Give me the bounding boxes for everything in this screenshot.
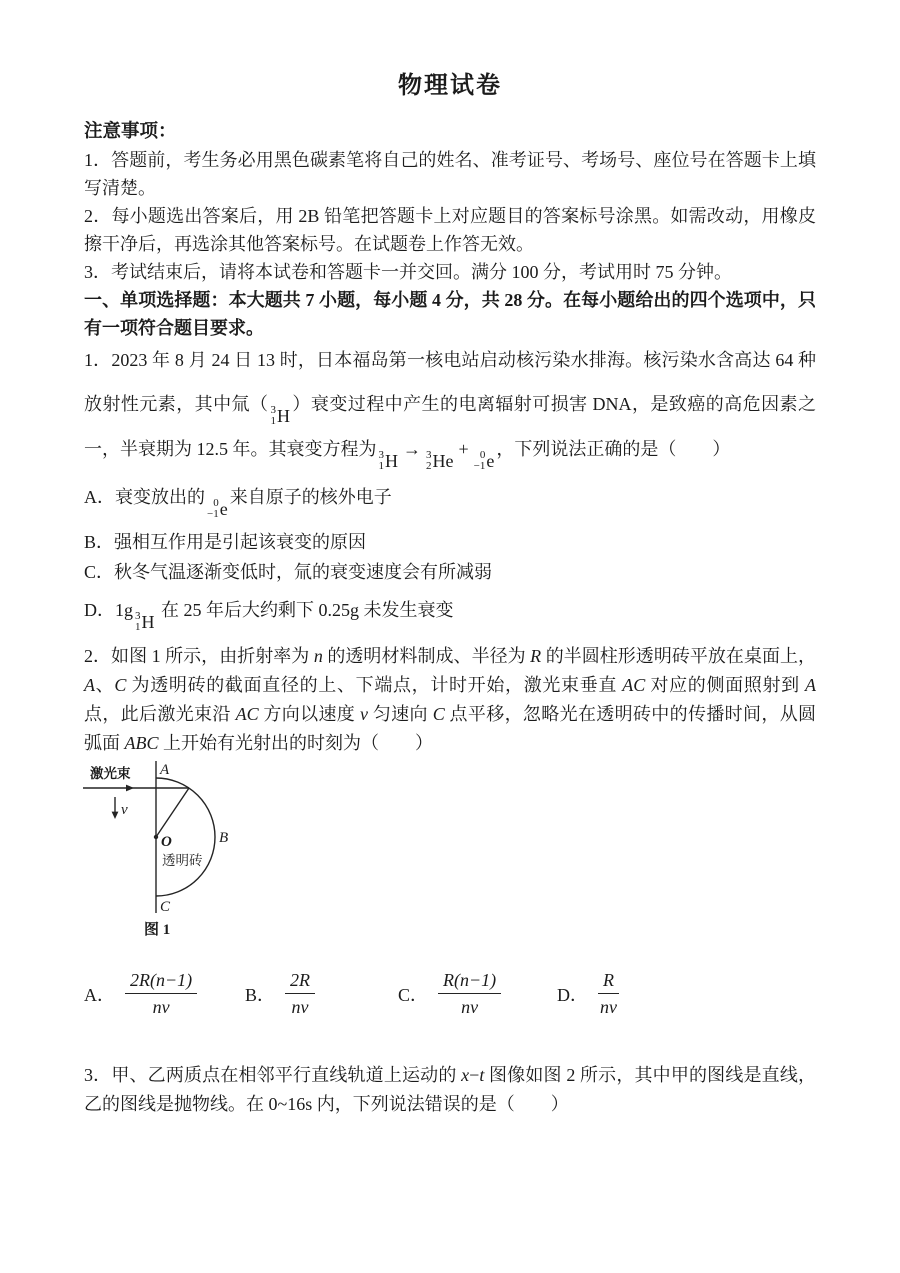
option-label: A．	[84, 984, 115, 1005]
option-label: A．	[84, 487, 115, 507]
q1-text-part-3: ，下列说法正确的是（ ）	[496, 439, 731, 459]
decay-rhs-helium-nuclide	[426, 450, 454, 472]
velocity-arrowhead-icon	[112, 812, 119, 819]
element-symbol: H	[141, 612, 155, 632]
q2-option-a	[84, 969, 197, 1018]
q1-option-d	[84, 595, 816, 633]
laser-beam-label: 激光束	[90, 766, 131, 781]
fraction-numerator: 2R	[290, 970, 311, 990]
fraction	[438, 969, 501, 1018]
nuclide-scripts	[207, 498, 219, 520]
q1-text-part-2: ）衰变过程中产生的电离辐射可损害 DNA，是致癌的高危因素之一，半衰期为 12.5 年。其衰变方程为	[84, 394, 817, 459]
q2-options	[84, 965, 816, 1033]
radius-line	[156, 788, 189, 837]
tritium-nuclide	[270, 405, 290, 427]
option-text: 1g	[115, 600, 133, 620]
tritium-nuclide	[135, 611, 155, 633]
brick-label: 透明砖	[162, 853, 203, 868]
element-symbol: H	[385, 451, 398, 471]
q1-option-c	[84, 557, 816, 587]
arrow-operator: →	[403, 439, 421, 459]
option-text: 在 25 年后大约剩下 0.25g 未发生衰变	[156, 600, 454, 620]
note-item-2: 2．每小题选出答案后，用 2B 铅笔把答题卡上对应题目的答案标号涂黑。如需改动，用橡皮擦干净后，再选涂其他答案标号。在试题卷上作答无效。	[84, 206, 816, 254]
decay-lhs-nuclide	[379, 450, 399, 472]
fraction-denominator: nv	[125, 993, 197, 1018]
fraction-numerator: R	[603, 970, 614, 990]
fraction-denominator: nv	[285, 993, 315, 1018]
q2-option-d	[557, 969, 619, 1018]
atomic-number: −1	[473, 460, 486, 472]
element-symbol: e	[219, 499, 228, 519]
mass-number: 3	[426, 449, 432, 461]
option-text: 来自原子的核外电子	[229, 487, 392, 507]
atomic-number: 1	[270, 415, 276, 427]
laser-arrowhead-icon	[126, 785, 134, 792]
option-label: B．	[245, 984, 276, 1005]
notes-heading: 注意事项：	[84, 122, 177, 142]
decay-rhs-electron	[474, 450, 495, 472]
option-label: C．	[84, 562, 115, 582]
fraction-numerator: R(n−1)	[443, 970, 497, 990]
question-1-text	[84, 338, 816, 472]
option-label: C．	[398, 984, 429, 1005]
nuclide-scripts	[379, 450, 385, 472]
mass-number: 0	[479, 449, 486, 461]
mass-number: 3	[135, 610, 141, 622]
fraction	[598, 969, 619, 1018]
point-c-label: C	[160, 899, 171, 915]
note-item-1: 1．答题前，考生务必用黑色碳素笔将自己的姓名、准考证号、考场号、座位号在答题卡上填写清楚。	[84, 150, 816, 198]
atomic-number: 1	[135, 621, 141, 633]
nuclide-scripts	[135, 611, 141, 633]
plus-operator: +	[458, 439, 469, 459]
q2-option-c	[398, 969, 501, 1018]
element-symbol: H	[276, 406, 290, 426]
atomic-number: −1	[207, 508, 219, 520]
electron-nuclide	[207, 498, 228, 520]
mass-number: 3	[270, 404, 276, 416]
velocity-label: v	[121, 802, 128, 818]
atomic-number: 1	[378, 460, 384, 472]
mass-number: 3	[378, 449, 384, 461]
question-2-text: 2．如图 1 所示，由折射率为 n 的透明材料制成、半径为 R 的半圆柱形透明砖平放在桌面上，A、C 为透明砖的截面直径的上、下端点，计时开始，激光束垂直 AC 对应的侧面照射到 A 点，此后激光束沿 AC 方向以速度 v 匀速向 C 点平移，忽略光在透明砖中的传播时间，从圆弧面 ABC 上开始有光射出的时刻为（ ）	[84, 646, 817, 753]
atomic-number: 2	[426, 460, 432, 472]
nuclide-scripts	[270, 405, 276, 427]
center-o-label: O	[161, 834, 172, 850]
option-text: 强相互作用是引起该衰变的原因	[114, 532, 367, 552]
element-symbol: e	[486, 451, 495, 471]
question-3-text: 3．甲、乙两质点在相邻平行直线轨道上运动的 x−t 图像如图 2 所示，其中甲的图线是直线，乙的图线是抛物线。在 0~16s 内，下列说法错误的是（ ）	[84, 1065, 817, 1114]
q2-option-b	[245, 969, 315, 1018]
option-label: B．	[84, 532, 115, 552]
fraction-numerator: 2R(n−1)	[130, 970, 193, 990]
note-item-3: 3．考试结束后，请将本试卷和答题卡一并交回。满分 100 分，考试用时 75 分钟。	[84, 262, 732, 282]
q1-option-b	[84, 527, 816, 557]
point-a-label: A	[160, 762, 170, 778]
nuclide-scripts	[474, 450, 486, 472]
figure-caption: 图 1	[144, 922, 171, 938]
center-o-dot	[154, 835, 158, 839]
fraction	[125, 969, 197, 1018]
q1-text-part-1: 1．2023 年 8 月 24 日 13 时，日本福岛第一核电站启动核污染水排海。核污染水含高达 64 种放射性元素，其中氚（	[84, 350, 816, 414]
option-text: 衰变放出的	[115, 487, 205, 507]
element-symbol: He	[432, 451, 454, 471]
option-text: 秋冬气温逐渐变低时，氚的衰变速度会有所减弱	[114, 562, 493, 582]
fraction-denominator: nv	[438, 993, 501, 1018]
page-title: 物理试卷	[398, 73, 502, 99]
fraction	[285, 969, 315, 1018]
q1-option-a	[84, 482, 816, 520]
section-1-heading: 一、单项选择题：本大题共 7 小题，每小题 4 分，共 28 分。在每小题给出的四个选项中，只有一项符合题目要求。	[84, 290, 816, 338]
nuclide-scripts	[426, 450, 432, 472]
option-label: D．	[557, 984, 588, 1005]
fraction-denominator: nv	[598, 993, 619, 1018]
figure-1	[82, 761, 816, 939]
option-label: D．	[84, 600, 115, 620]
figure-1-drawing	[82, 761, 252, 939]
point-b-label: B	[219, 830, 229, 846]
mass-number: 0	[213, 497, 219, 509]
